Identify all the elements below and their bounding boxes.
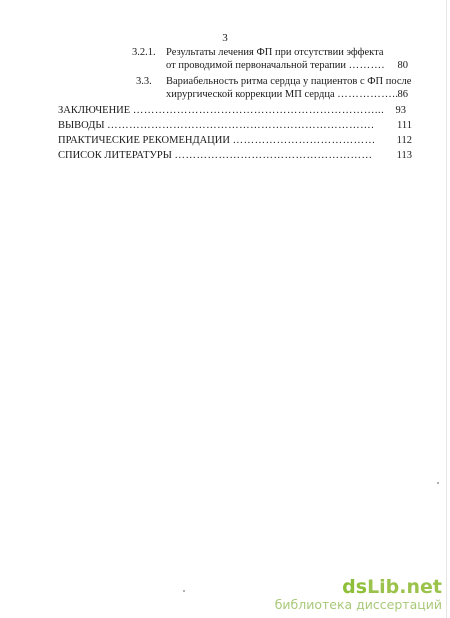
toc-entry-title: ЗАКЛЮЧЕНИЕ [58,105,131,116]
toc-entry-leader: ……………………………………………… [174,150,373,161]
dslib-watermark [275,577,442,612]
toc-entry-page: 113 [396,150,412,161]
toc-entry-number: 3.2.1. [132,47,156,58]
page-number: 3 [222,32,228,44]
dslib-tagline: библиотека диссертаций [274,597,442,612]
toc-entry-title-line2-text: хирургической коррекции МП сердца [166,89,335,100]
toc-entry-page: 80 [397,60,408,71]
toc-entry-page: 93 [395,105,406,116]
toc-entry-title-wrap [58,104,384,117]
toc-entry-title-line2 [166,88,399,101]
dslib-logo [275,577,442,597]
toc-entry-conclusions [58,119,412,134]
dslib-logo-ds: ds [342,576,368,598]
scan-speck [183,590,185,592]
toc-entry-title: ВЫВОДЫ [58,120,105,131]
toc-entry-leader: …………….. [337,89,399,100]
toc-entry-title: СПИСОК ЛИТЕРАТУРЫ [58,150,172,161]
toc-entry-title: ПРАКТИЧЕСКИЕ РЕКОМЕНДАЦИИ [58,135,230,146]
toc-entry-number: 3.3. [136,76,152,87]
dslib-logo-rest: Lib.net [367,576,442,598]
toc-entry-title-line1: Вариабельность ритма сердца у пациентов с ФП после [166,76,412,87]
toc-entry-title-line1: Результаты лечения ФП при отсутствии эффекта [166,47,384,58]
toc-entry-title-line2-text: от проводимой первоначальной терапии [166,60,346,71]
toc-entry-references [58,149,412,164]
toc-entry-title-wrap [58,149,373,162]
toc-entry-leader: …………………………………………………………... [132,105,385,116]
toc-entry-title-wrap [58,134,376,147]
toc-entry-leader: ………………………………… [232,135,376,146]
toc-entry-conclusion [58,104,412,119]
toc-entry-page: 112 [396,135,412,146]
toc-entry-title-wrap [58,119,374,132]
toc-entry-3-3 [58,75,412,101]
toc-entry-page: 86 [397,89,408,100]
scan-edge-line [446,0,447,618]
toc-entry-title-line2 [166,59,385,72]
toc-entry-page: 111 [397,120,412,131]
toc-entry-leader: ………………………………………………………………. [107,120,375,131]
toc-entry-3-2-1 [58,46,412,72]
scan-speck [437,482,439,484]
toc-entry-leader: ………. [348,60,385,71]
table-of-contents [58,46,412,164]
toc-entry-recommendations [58,134,412,149]
